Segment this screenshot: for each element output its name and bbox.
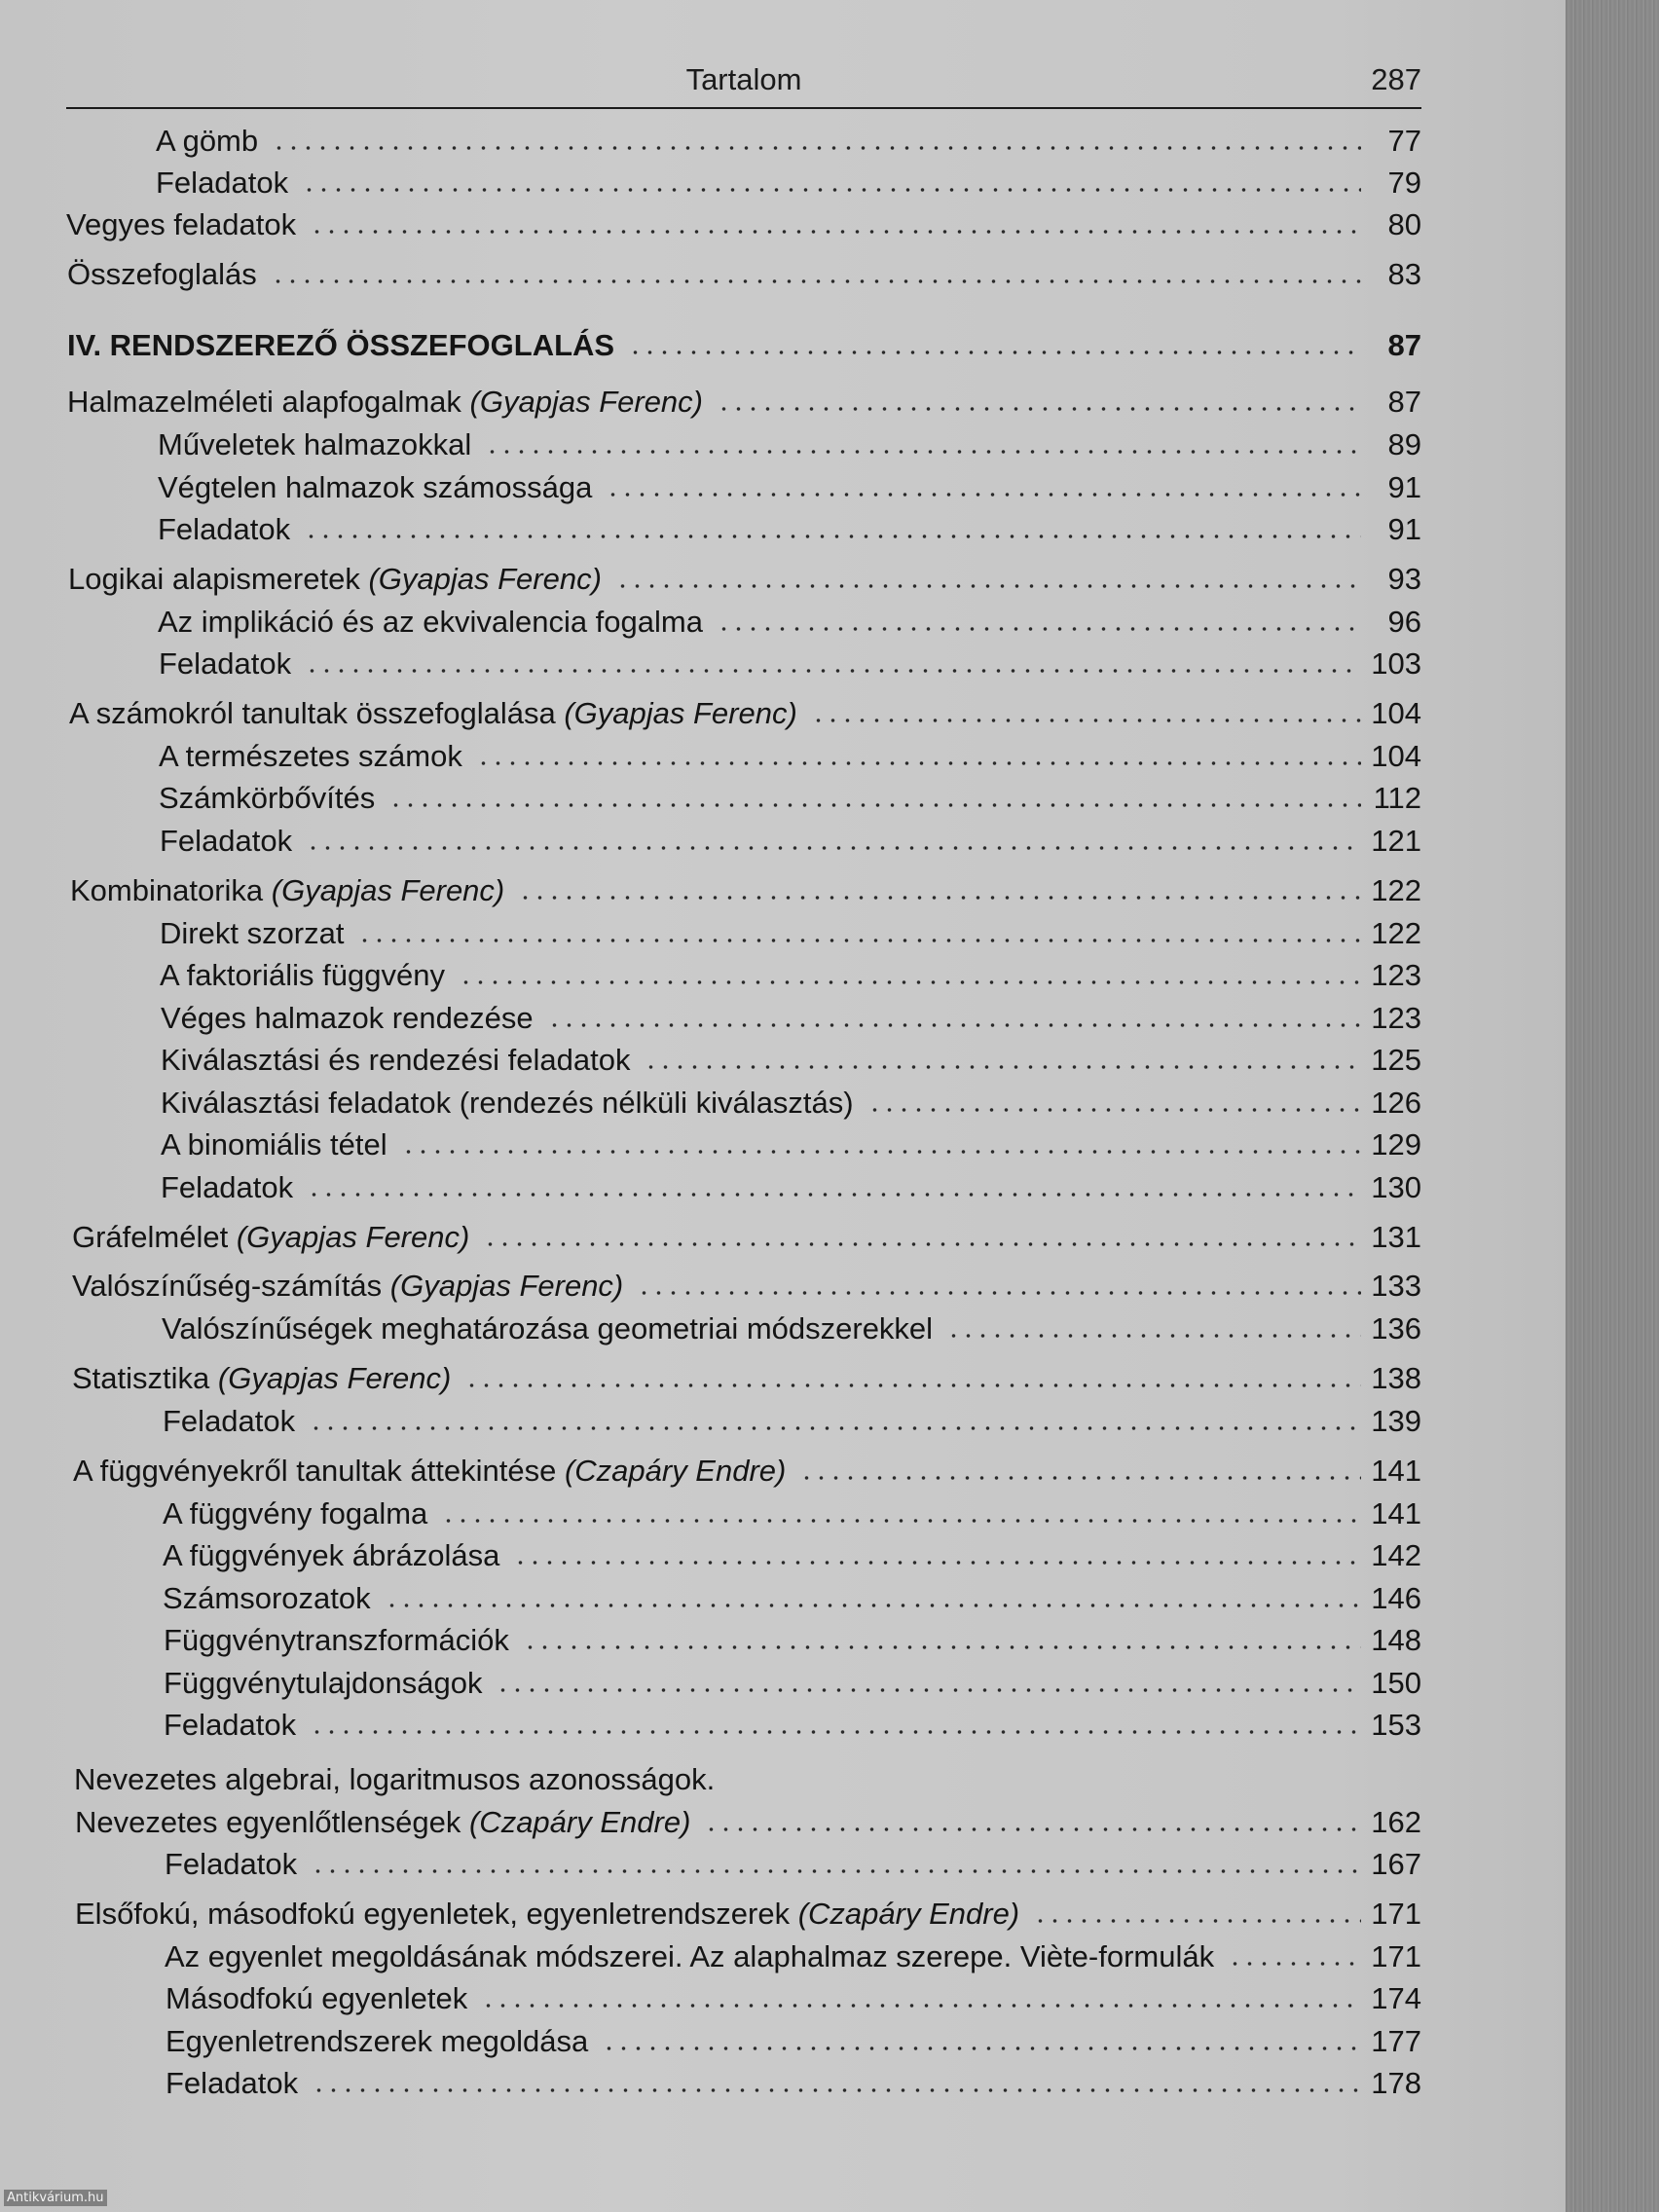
toc-entry: [164, 1612, 1421, 1655]
dot-leader: [441, 1518, 1361, 1524]
toc-entry-page: 83: [1387, 257, 1421, 291]
toc-entry-text: Direkt szorzat: [160, 916, 345, 950]
dot-leader: [302, 187, 1361, 193]
toc-entry-page: 79: [1387, 166, 1421, 200]
dot-leader: [401, 1149, 1361, 1155]
toc-entry-text: Gráfelmélet: [72, 1220, 237, 1254]
dot-leader: [483, 1241, 1361, 1247]
toc-entry-text: Vegyes feladatok: [66, 207, 297, 241]
toc-entry: [164, 1697, 1421, 1740]
toc-entry-page: 133: [1371, 1269, 1421, 1303]
toc-entry: [163, 1528, 1421, 1570]
toc-entry-page: 146: [1371, 1581, 1421, 1615]
toc-entry: [161, 1075, 1421, 1118]
dot-leader: [811, 718, 1361, 723]
toc-entry-title: [73, 1456, 786, 1486]
toc-entry-title: [156, 167, 288, 198]
dot-leader: [310, 1729, 1361, 1735]
toc-entry-text: Kiválasztási feladatok (rendezés nélküli kiválasztás): [161, 1086, 854, 1120]
toc-entry: [165, 1929, 1421, 1972]
dot-leader: [946, 1333, 1361, 1339]
dot-leader: [717, 406, 1361, 412]
toc-entry-page: 126: [1371, 1086, 1421, 1120]
toc-entry-title: [164, 1625, 509, 1655]
toc-entry-text: Számkörbővítés: [159, 781, 376, 815]
dot-leader: [305, 668, 1361, 674]
toc-entry-title: [159, 648, 291, 679]
dot-leader: [309, 1425, 1361, 1431]
toc-entry-page: 104: [1371, 739, 1421, 773]
toc-entry-text: A függvény fogalma: [163, 1496, 428, 1530]
toc-entry: [159, 728, 1421, 771]
toc-entry-page: 122: [1371, 916, 1421, 950]
toc-entry: [68, 551, 1421, 594]
toc-entry-title: [72, 1271, 623, 1301]
toc-entry-text: A függvényekről tanultak áttekintése: [73, 1454, 565, 1488]
toc-entry: [67, 246, 1421, 289]
dot-leader: [523, 1644, 1361, 1650]
toc-entry-page: 136: [1371, 1311, 1421, 1346]
toc-entry: [158, 417, 1421, 460]
dot-leader: [312, 2087, 1361, 2093]
toc-entry-page: 139: [1371, 1404, 1421, 1438]
toc-entry: [166, 1971, 1421, 2013]
toc-entry-text: Egyenletrendszerek megoldása: [166, 2024, 589, 2058]
toc-entry-title: [69, 698, 797, 728]
toc-entry: [160, 947, 1421, 990]
toc-entry: [73, 1443, 1421, 1486]
toc-entry: [156, 113, 1421, 156]
toc-entry-title: [164, 1710, 296, 1740]
toc-entry: [72, 1258, 1421, 1301]
toc-entry-title: [156, 126, 258, 156]
toc-entry-text: Másodfokú egyenletek: [166, 1981, 468, 2015]
toc-entry: [166, 2055, 1421, 2098]
toc-entry-page: 87: [1387, 385, 1421, 419]
toc-entry-title: [166, 1983, 467, 2013]
toc-entry-text: A számokról tanultak összefoglalása: [69, 696, 565, 730]
dot-leader: [615, 583, 1361, 589]
toc-entry-page: 125: [1371, 1043, 1421, 1077]
toc-entry-title: [159, 783, 375, 813]
toc-entry: [161, 1160, 1421, 1202]
toc-entry-text: Feladatok: [156, 166, 289, 200]
toc-entry: [72, 1209, 1421, 1252]
toc-entry-page: 77: [1387, 124, 1421, 158]
toc-entry-text: Számsorozatok: [163, 1581, 371, 1615]
toc-entry-text: Feladatok: [158, 512, 291, 546]
toc-entry-title: [163, 1498, 427, 1529]
toc-entry-author: (Gyapjas Ferenc): [564, 696, 797, 730]
toc-entry-author: (Gyapjas Ferenc): [389, 1269, 624, 1303]
toc-entry: [70, 863, 1421, 905]
toc-entry-text: A faktoriális függvény: [160, 958, 445, 992]
toc-entry-title: [75, 1899, 1019, 1929]
dot-leader: [606, 492, 1361, 498]
dot-leader: [311, 1868, 1361, 1874]
toc-entry-page: 93: [1387, 562, 1421, 596]
toc-entry-title: [72, 1222, 469, 1252]
toc-entry: [163, 1393, 1421, 1436]
toc-entry-text: Feladatok: [163, 1404, 296, 1438]
toc-entry-page: 142: [1371, 1538, 1421, 1572]
toc-entry-text: Nevezetes egyenlőtlenségek: [75, 1805, 469, 1839]
toc-entry-title: [158, 429, 471, 460]
toc-entry: [165, 1836, 1421, 1879]
dot-leader: [485, 449, 1361, 455]
toc-entry-title: [165, 1849, 297, 1879]
toc-entry: [166, 2013, 1421, 2056]
toc-entry-page: 104: [1371, 696, 1421, 730]
dot-leader: [307, 1192, 1361, 1198]
toc-entry-page: 171: [1371, 1939, 1421, 1973]
toc-entry-title: [72, 1363, 451, 1393]
toc-entry: [74, 1751, 1421, 1794]
toc-entry-text: Véges halmazok rendezése: [161, 1001, 534, 1035]
toc-entry-author: (Gyapjas Ferenc): [469, 385, 703, 419]
toc-entry-page: 130: [1371, 1170, 1421, 1204]
toc-entry-text: Valószínűség-számítás: [72, 1269, 390, 1303]
toc-entry-text: Feladatok: [159, 646, 292, 681]
dot-leader: [704, 1826, 1361, 1832]
dot-leader: [272, 145, 1361, 151]
toc-entry-author: (Gyapjas Ferenc): [236, 1220, 470, 1254]
toc-entry-text: Függvénytranszformációk: [164, 1623, 509, 1657]
toc-entry: [158, 594, 1421, 637]
toc-entry-page: 138: [1371, 1361, 1421, 1395]
dot-leader: [388, 802, 1361, 808]
toc-entry-text: Kombinatorika: [70, 873, 272, 907]
toc-entry-title: [158, 607, 703, 637]
dot-leader: [385, 1603, 1361, 1608]
toc-entry: [67, 374, 1421, 417]
toc-entry-text: Valószínűségek meghatározása geometriai módszerekkel: [162, 1311, 934, 1346]
toc-entry-page: 87: [1387, 328, 1421, 362]
toc-entry-title: [159, 741, 462, 771]
toc-entry-page: 91: [1387, 512, 1421, 546]
toc-entry-text: Feladatok: [166, 2066, 299, 2100]
dot-leader: [496, 1687, 1361, 1693]
toc-entry-author: (Czapáry Endre): [797, 1897, 1020, 1931]
toc-entry-title: [164, 1668, 482, 1698]
toc-entry: [160, 813, 1421, 856]
toc-entry: [75, 1794, 1421, 1837]
toc-entry-title: [158, 514, 290, 544]
dot-leader: [1033, 1918, 1361, 1924]
toc-entry-title: [161, 1045, 630, 1075]
toc-entry-title: [163, 1583, 371, 1613]
toc-entry-page: 148: [1371, 1623, 1421, 1657]
toc-entry-author: (Czapáry Endre): [468, 1805, 691, 1839]
toc-entry-title: [70, 875, 504, 905]
toc-entry-title: [161, 1129, 387, 1160]
toc-entry-title: [166, 2026, 588, 2056]
dot-leader: [867, 1107, 1361, 1113]
toc-entry-title: [66, 209, 296, 240]
toc-entry-title: [68, 564, 602, 594]
toc-entry-page: 171: [1371, 1897, 1421, 1931]
dot-leader: [476, 760, 1361, 766]
toc-entry: [75, 1886, 1421, 1929]
toc-entry-text: A természetes számok: [159, 739, 462, 773]
toc-entry: [163, 1486, 1421, 1529]
toc-entry-page: 178: [1371, 2066, 1421, 2100]
toc-entry-text: Nevezetes algebrai, logaritmusos azonosságok.: [74, 1762, 716, 1796]
toc-entry-page: 177: [1371, 2024, 1421, 2058]
toc-entry-page: 153: [1371, 1708, 1421, 1742]
toc-entry: [66, 197, 1421, 240]
toc-entry-title: [161, 1003, 534, 1033]
toc-entry-text: Halmazelméleti alapfogalmak: [67, 385, 470, 419]
toc-entry-text: A gömb: [156, 124, 259, 158]
toc-entry-title: [160, 960, 445, 990]
toc-entry: [161, 990, 1421, 1033]
watermark-text: Antikvárium.hu: [4, 2190, 107, 2206]
dot-leader: [304, 534, 1361, 539]
toc-entry: [159, 636, 1421, 679]
toc-entry-author: (Gyapjas Ferenc): [217, 1361, 452, 1395]
toc-entry-text: Feladatok: [161, 1170, 294, 1204]
dot-leader: [717, 626, 1361, 632]
toc-entry-page: 167: [1371, 1847, 1421, 1881]
toc-entry-text: Végtelen halmazok számossága: [158, 470, 593, 504]
dot-leader: [306, 845, 1361, 851]
toc-entry-text: Feladatok: [160, 824, 293, 858]
toc-entry-page: 91: [1387, 470, 1421, 504]
toc-entry-title: [74, 1764, 715, 1794]
toc-entry-text: Összefoglalás: [67, 257, 257, 291]
toc-entry-title: [75, 1807, 690, 1837]
toc-entry-title: [160, 918, 344, 948]
toc-entry-page: 121: [1371, 824, 1421, 858]
dot-leader: [602, 2046, 1361, 2051]
dot-leader: [637, 1290, 1361, 1296]
toc-entry: [158, 501, 1421, 544]
toc-entry-title: [163, 1406, 295, 1436]
toc-entry: [163, 1570, 1421, 1613]
dot-leader: [628, 350, 1361, 355]
toc-entry-text: Statisztika: [72, 1361, 218, 1395]
toc-entry-text: Műveletek halmazokkal: [158, 427, 472, 461]
toc-entry-title: [160, 826, 292, 856]
dot-leader: [464, 1382, 1361, 1388]
toc-entry-page: 123: [1371, 958, 1421, 992]
toc-entry-text: Az egyenlet megoldásának módszerei. Az alaphalmaz szerepe. Viète-formulák: [165, 1939, 1215, 1973]
toc-entry: [162, 1301, 1421, 1344]
toc-entry-page: 162: [1371, 1805, 1421, 1839]
toc-entry-page: 123: [1371, 1001, 1421, 1035]
dot-leader: [310, 229, 1361, 235]
toc-entry-text: Elsőfokú, másodfokú egyenletek, egyenletrendszerek: [75, 1897, 798, 1931]
toc-entry-title: [67, 259, 257, 289]
toc-entry-title: [161, 1088, 854, 1118]
dot-leader: [547, 1022, 1361, 1028]
toc-entry-author: (Gyapjas Ferenc): [271, 873, 505, 907]
toc-entry-author: (Gyapjas Ferenc): [368, 562, 602, 596]
toc-entry-page: 89: [1387, 427, 1421, 461]
dot-leader: [644, 1064, 1361, 1070]
toc-entry: [159, 770, 1421, 813]
toc-entry: [161, 1117, 1421, 1160]
toc-entry-text: Feladatok: [165, 1847, 298, 1881]
toc-entry: [67, 317, 1421, 360]
toc-entry-page: 141: [1371, 1454, 1421, 1488]
toc-entry-page: 150: [1371, 1666, 1421, 1700]
dot-leader: [357, 938, 1361, 943]
toc-entry-title: [162, 1313, 933, 1344]
toc-entry: [160, 905, 1421, 948]
dot-leader: [513, 1560, 1361, 1566]
dot-leader: [1228, 1961, 1361, 1967]
toc-entry-text: Logikai alapismeretek: [68, 562, 369, 596]
toc-entry-title: [163, 1540, 499, 1570]
toc-entry-title: [165, 1941, 1214, 1972]
toc-entry-title: [67, 387, 703, 417]
toc-entry-page: 112: [1373, 781, 1421, 815]
toc-entry-page: 141: [1371, 1496, 1421, 1530]
toc-entry-text: IV. RENDSZEREZŐ ÖSSZEFOGLALÁS: [67, 328, 615, 362]
toc-entry-page: 96: [1387, 605, 1421, 639]
toc-entry: [158, 460, 1421, 502]
toc-entry-text: Az implikáció és az ekvivalencia fogalma: [158, 605, 703, 639]
toc-entry-page: 129: [1371, 1127, 1421, 1161]
header-page-number: 287: [1371, 62, 1421, 96]
toc-entry-page: 122: [1371, 873, 1421, 907]
toc-entry-page: 131: [1371, 1220, 1421, 1254]
toc-entry: [72, 1350, 1421, 1393]
page-stack-edge: [1566, 0, 1659, 2212]
toc-entry-text: A függvények ábrázolása: [163, 1538, 500, 1572]
toc-entry: [161, 1032, 1421, 1075]
header-title: Tartalom: [685, 62, 802, 96]
toc-entry-page: 103: [1371, 646, 1421, 681]
toc-entry-text: Feladatok: [164, 1708, 297, 1742]
toc-entry-title: [67, 330, 614, 360]
toc-entry-text: Függvénytulajdonságok: [164, 1666, 483, 1700]
toc-entry-title: [158, 472, 592, 502]
toc-entry-page: 80: [1387, 207, 1421, 241]
toc-entry: [164, 1655, 1421, 1698]
toc-entry-page: 174: [1371, 1981, 1421, 2015]
toc-entry-text: A binomiális tétel: [161, 1127, 387, 1161]
toc-entry-author: (Czapáry Endre): [564, 1454, 787, 1488]
toc-entry: [156, 155, 1421, 198]
dot-leader: [518, 895, 1361, 901]
dot-leader: [459, 979, 1361, 985]
dot-leader: [481, 2003, 1361, 2009]
toc-entry-text: Kiválasztási és rendezési feladatok: [161, 1043, 631, 1077]
dot-leader: [271, 278, 1361, 284]
toc-entry-title: [161, 1172, 293, 1202]
toc-entry-title: [166, 2068, 298, 2098]
dot-leader: [799, 1475, 1361, 1481]
toc-entry: [69, 685, 1421, 728]
